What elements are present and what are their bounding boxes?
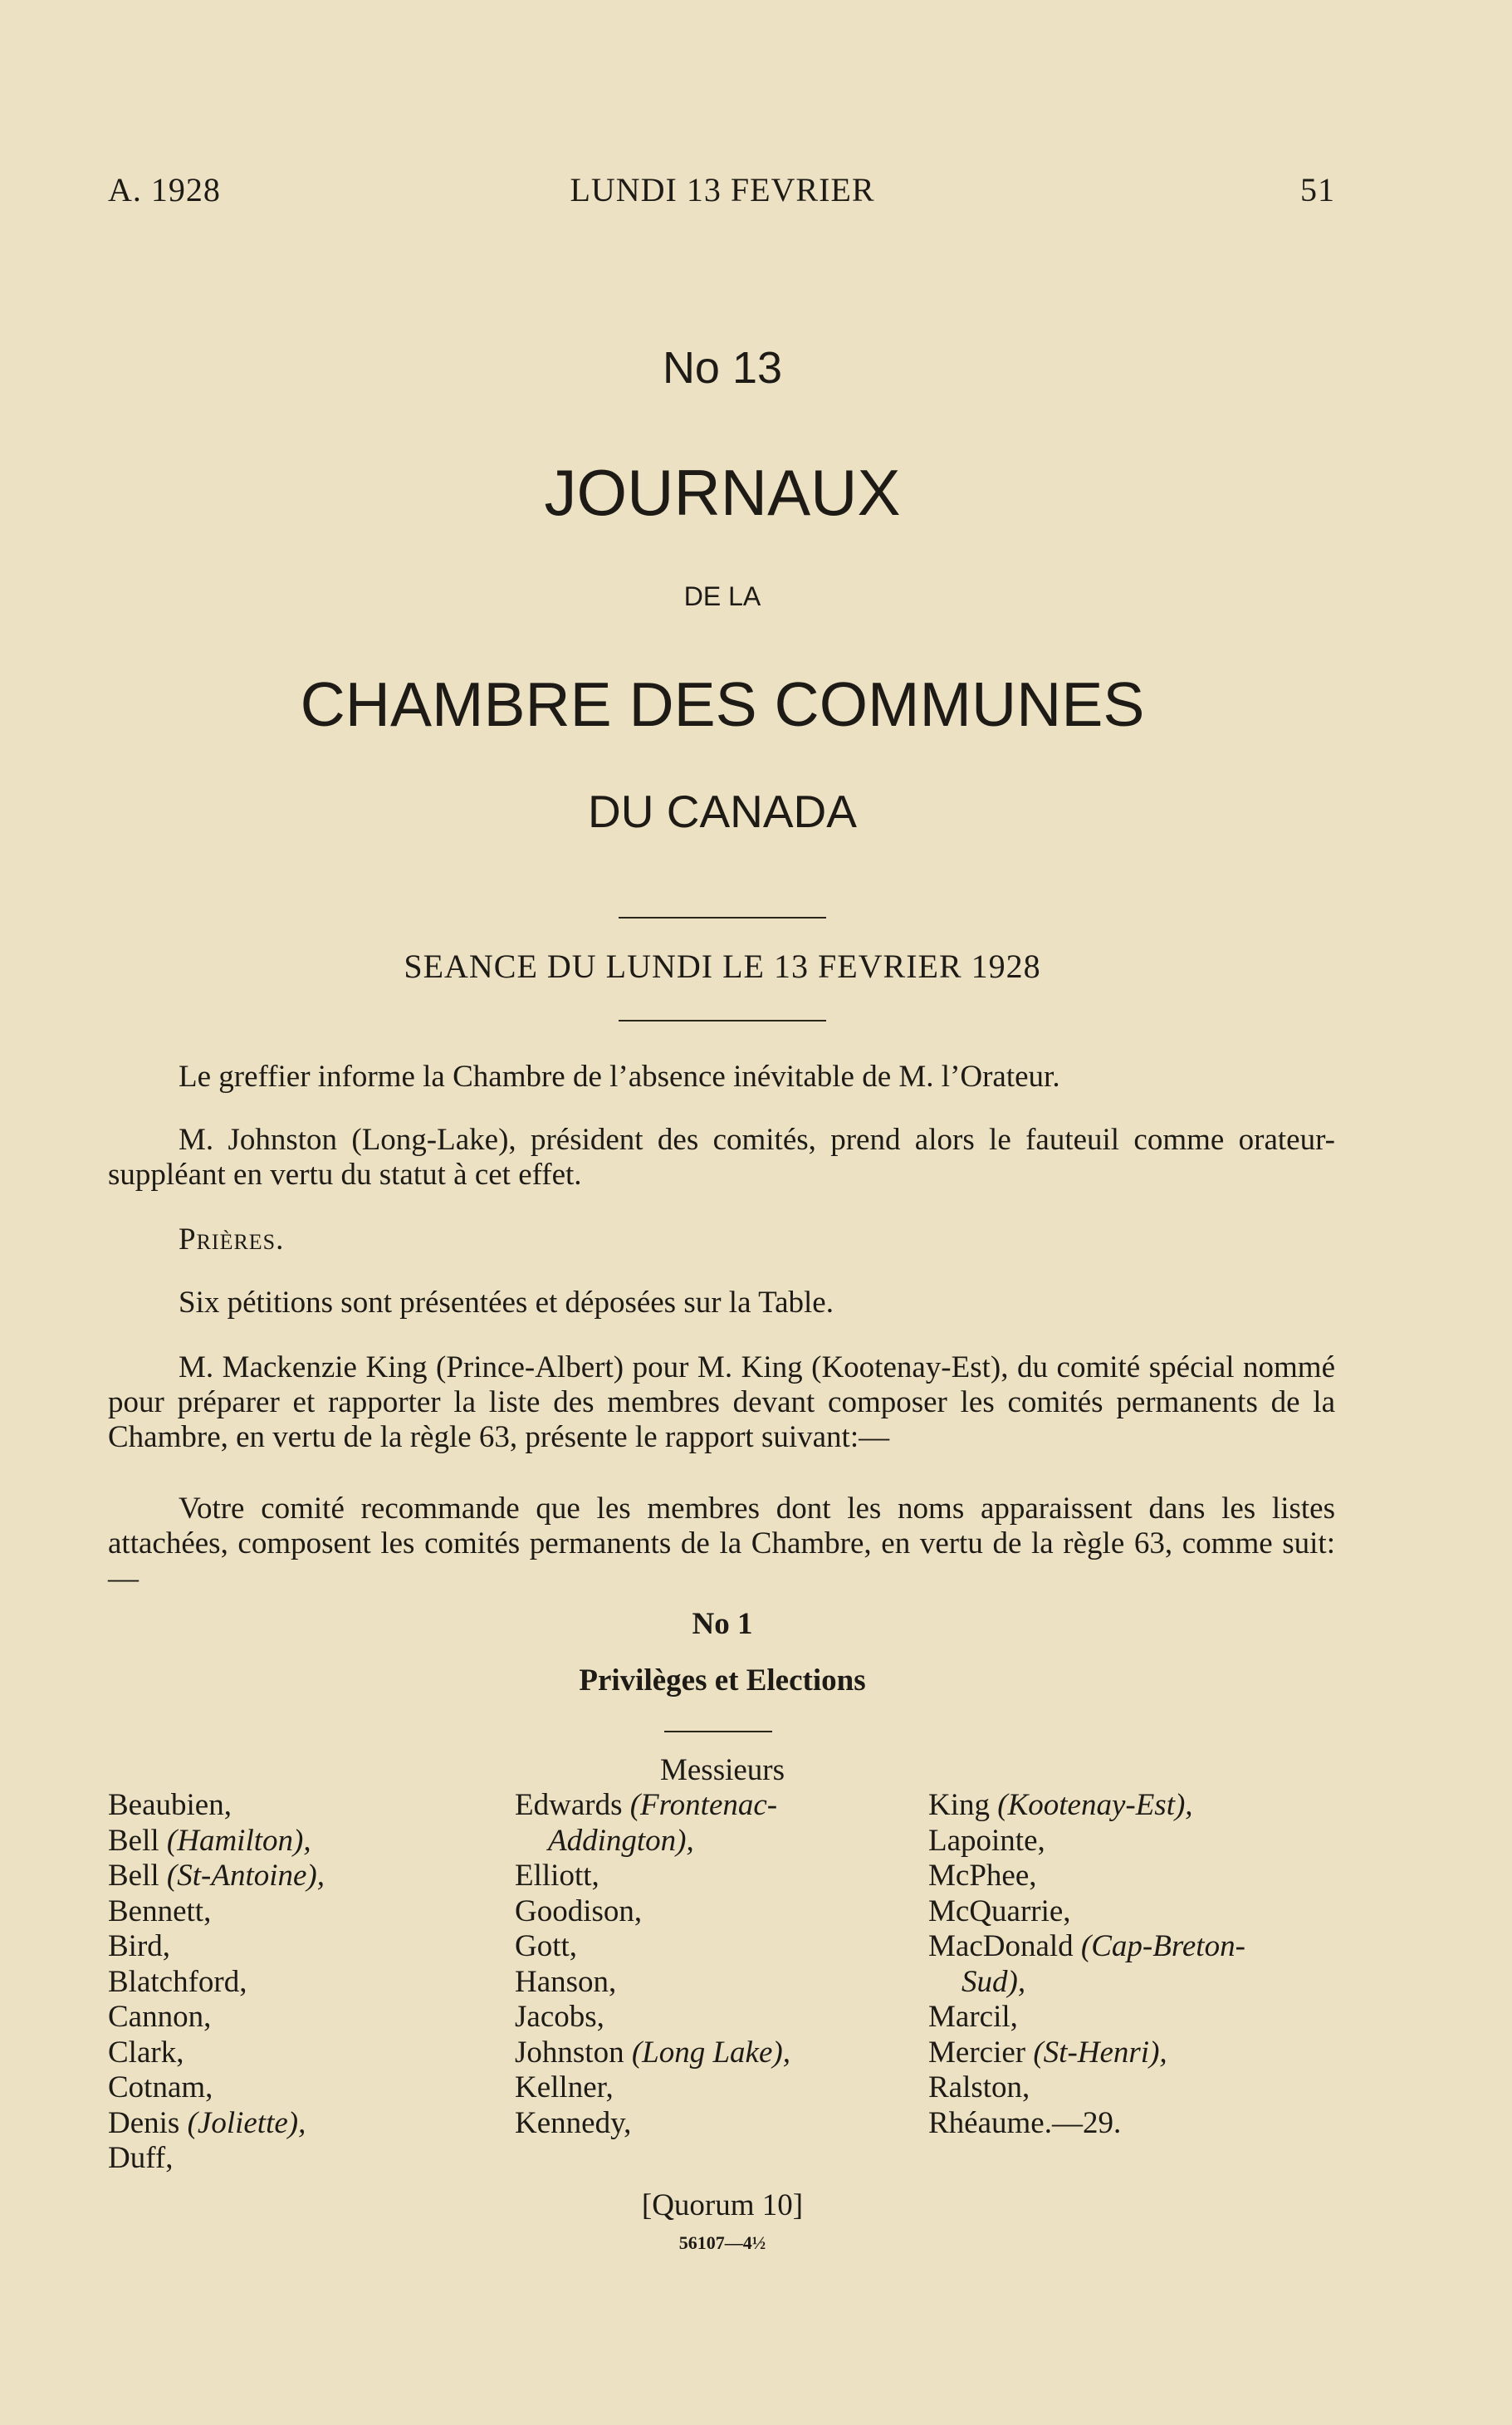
member-surname: Mercier [928,2035,1034,2070]
member-surname: Blatchford, [108,1964,247,1999]
member-name [928,1894,1245,1930]
member-name [928,1824,1245,1859]
quorum: [Quorum 10] [641,2188,804,2222]
member-riding: (Frontenac- [629,1788,778,1822]
title-chambre: CHAMBRE DES COMMUNES [300,669,1145,739]
member-name [108,1824,325,1859]
member-riding: (St-Henri), [1033,2035,1167,2070]
members-column-3 [928,1788,1245,2141]
member-surname: Clark, [108,2035,184,2070]
member-surname: MacDonald [928,1929,1081,1963]
member-surname: Edwards [515,1788,630,1822]
member-name [515,1929,790,1965]
member-surname: McPhee, [928,1859,1037,1893]
member-surname: Bell [108,1859,167,1893]
member-name [108,1965,325,2001]
member-name [108,2036,325,2071]
member-name [928,2036,1245,2071]
member-name [515,2000,790,2036]
paragraph-mackenzie: M. Mackenzie King (Prince-Albert) pour M. King (Kootenay-Est), du comité spécial nommé pour préparer et rapporter la liste des membres devant composer les comités permanents de la Chambre, en vertu de la règle 63, présente le rapport suivant:— [108,1350,1335,1454]
member-surname: King [928,1788,998,1822]
member-name [928,2106,1245,2142]
member-surname: Johnston [515,2035,632,2070]
member-riding: (Kootenay-Est), [997,1788,1193,1822]
paragraph-greffier: Le greffier informe la Chambre de l’absence inévitable de M. l’Orateur. [179,1060,1060,1094]
member-surname: Kennedy, [515,2105,632,2140]
member-name [108,2000,325,2036]
member-surname: Cotnam, [108,2070,213,2104]
committee-name: Privilèges et Elections [579,1663,866,1698]
journal-title: JOURNAUX [544,456,901,529]
member-surname: Bennett, [108,1893,212,1928]
member-surname: Kellner, [515,2070,614,2104]
member-surname: Jacobs, [515,2000,604,2034]
member-name [515,1859,790,1894]
member-name [108,1894,325,1930]
member-name [108,2141,325,2177]
member-name [928,1788,1245,1824]
member-surname: Bird, [108,1929,171,1963]
journal-number: No 13 [662,343,783,393]
member-surname: Ralston, [928,2070,1030,2104]
member-surname: Duff, [108,2141,174,2175]
rule-lower [619,1020,826,1021]
member-riding: Addington), [548,1823,694,1858]
paragraph-johnston: M. Johnston (Long-Lake), président des comités, prend alors le fauteuil comme orateur-suppléant en vertu du statut à cet effet. [108,1123,1335,1192]
paragraph-comite: Votre comité recommande que les membres dont les noms apparaissent dans les listes attachées, composent les comités permanents de la Chambre, en vertu de la règle 63, comme suit:— [108,1492,1335,1595]
messieurs-label: Messieurs [659,1753,785,1787]
member-name [928,2000,1245,2036]
member-name [515,2070,790,2106]
member-surname: Marcil, [928,2000,1018,2034]
member-name [108,2070,325,2106]
member-name [928,2070,1245,2106]
rule-upper [619,917,826,919]
member-name [515,1788,790,1824]
committee-number: No 1 [692,1607,753,1641]
member-name [928,1965,1245,2001]
member-name [928,1929,1245,1965]
member-surname: McQuarrie, [928,1893,1071,1928]
member-name [515,1965,790,2001]
members-column-1 [108,1788,325,2177]
header-year: A. 1928 [108,171,221,208]
member-name [515,2036,790,2071]
member-name [108,2106,325,2142]
header-date: LUNDI 13 FEVRIER [570,171,875,208]
member-name [515,1894,790,1930]
member-riding: (Hamilton), [166,1823,311,1858]
member-surname: Beaubien, [108,1788,232,1822]
member-name [515,2106,790,2142]
member-surname: Denis [108,2105,188,2140]
member-surname: Elliott, [515,1859,599,1893]
member-surname: Bell [108,1823,167,1858]
seance-heading: SEANCE DU LUNDI LE 13 FEVRIER 1928 [404,948,1041,985]
member-riding: (St-Antoine), [166,1859,325,1893]
member-name [108,1929,325,1965]
page-number: 51 [1300,171,1335,208]
member-surname: Rhéaume.—29. [928,2105,1122,2140]
paragraph-petitions: Six pétitions sont présentées et déposées sur la Table. [179,1286,834,1320]
member-surname: Goodison, [515,1893,643,1928]
title-du-canada: DU CANADA [588,786,857,837]
member-surname: Hanson, [515,1964,617,1999]
member-name [515,1824,790,1859]
paragraph-prieres: Prières. [179,1222,285,1257]
printer-code: 56107—4½ [678,2232,766,2253]
member-riding: (Cap-Breton- [1080,1929,1245,1963]
member-riding: (Long Lake), [631,2035,790,2070]
members-column-2 [515,1788,790,2141]
member-name [108,1788,325,1824]
member-surname: Lapointe, [928,1823,1045,1858]
member-name [928,1859,1245,1894]
member-riding: Sud), [962,1964,1026,1999]
member-surname: Cannon, [108,2000,212,2034]
member-name [108,1859,325,1894]
member-riding: (Joliette), [187,2105,306,2140]
member-surname: Gott, [515,1929,578,1963]
rule-committee [664,1731,772,1732]
title-de-la: DE LA [683,581,761,611]
